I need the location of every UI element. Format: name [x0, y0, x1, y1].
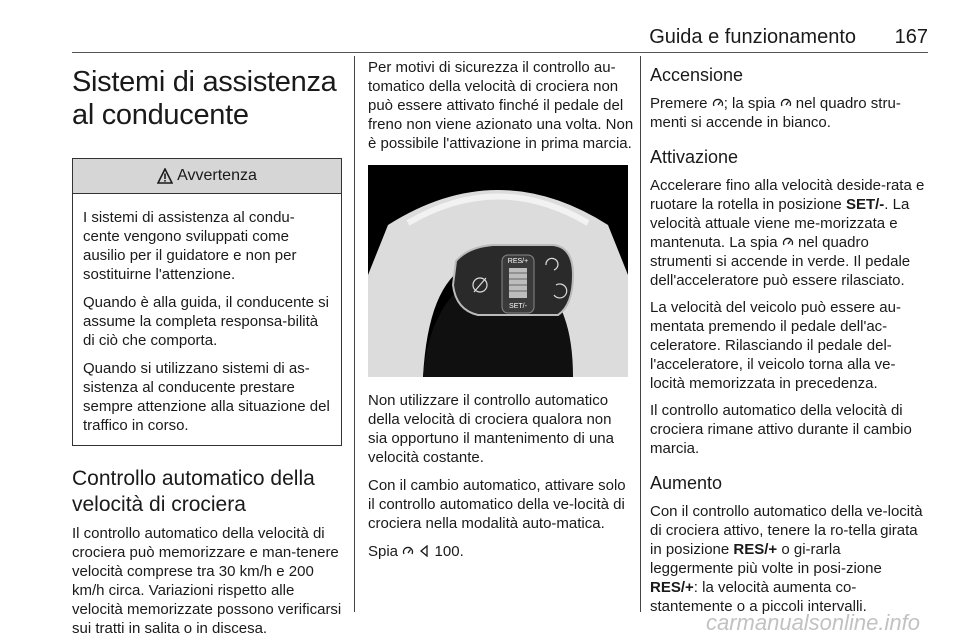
body-paragraph: Non utilizzare il controllo automatico della velocità di crociera qualora non sia opportuno il mantenimento di una velocità costante. [368, 392, 614, 466]
page-number: 167 [894, 26, 928, 48]
column-divider [640, 56, 641, 612]
body-paragraph: Per motivi di sicurezza il controllo au-tomatico della velocità di crociera non può essere attivato finché il pedale del freno non viene azionato una volta. Non è possibile l'attivazione in prima marcia. [368, 59, 634, 152]
page-reference[interactable]: 100. [434, 543, 464, 560]
page-header [72, 24, 928, 54]
body-paragraph [650, 502, 926, 616]
warning-label: Avvertenza [177, 167, 257, 184]
warning-body [73, 194, 341, 445]
cruise-control-icon [780, 97, 792, 109]
heading-attivazione: Attivazione [650, 147, 739, 167]
page-title: Sistemi di assistenza al conducente [72, 66, 337, 131]
text-fragment: nel quadro stru-menti si accende in bianco. [650, 95, 901, 131]
body-paragraph [650, 176, 926, 290]
cruise-control-icon [402, 545, 414, 557]
column-divider [354, 56, 355, 612]
text-fragment: ; la spia [723, 95, 776, 112]
text-fragment: Accelerare fino alla velocità deside-rata e ruotare la rotella in posizione [650, 177, 925, 213]
heading-accensione: Accensione [650, 65, 744, 85]
watermark: carmanualsonline.info [705, 610, 920, 635]
reference-arrow-icon [418, 545, 430, 557]
spia-label: Spia [368, 543, 399, 560]
reference-line [368, 542, 634, 561]
text-fragment: : la velocità aumenta co-stantemente o a piccoli intervalli. [650, 579, 867, 615]
warning-triangle-icon [157, 168, 173, 184]
warning-paragraph: Quando è alla guida, il conducente si assume la completa responsa-bilità di ciò che comporta. [83, 294, 330, 349]
cruise-control-icon [712, 97, 724, 109]
column-1 [72, 56, 342, 638]
warning-paragraph: I sistemi di assistenza al condu-cente vengono sviluppati come ausilio per il guidatore e non per sostituirne l'attenzione. [83, 209, 297, 283]
text-fragment: nel quadro strumenti si accende in verde. Il pedale dell'acceleratore può essere rilasciato. [650, 234, 911, 289]
res-key-label: RES/+ [650, 579, 694, 596]
text-fragment: Con il controllo automatico della ve-locità di crociera attivo, tenere la ro-tella girata in posizione [650, 503, 923, 558]
heading-aumento: Aumento [650, 473, 723, 493]
text-fragment: . La velocità attuale viene me-morizzata e mantenuta. La spia [650, 196, 910, 251]
res-label: RES/+ [507, 258, 529, 265]
column-2 [368, 56, 634, 561]
cruise-control-icon [782, 236, 794, 248]
res-key-label: RES/+ [733, 541, 778, 558]
header-rule [72, 52, 928, 53]
body-paragraph: Con il cambio automatico, attivare solo il controllo automatico della ve-locità di crociera nella modalità auto-matica. [368, 477, 626, 532]
warning-header [73, 159, 341, 194]
set-label: SET/- [509, 303, 527, 310]
set-key-label: SET/- [845, 196, 885, 213]
body-paragraph: Il controllo automatico della velocità di crociera rimane attivo durante il cambio marcia. [650, 402, 912, 457]
section-heading: Controllo automatico della velocità di crociera [72, 467, 315, 516]
steering-wheel-image [368, 165, 628, 377]
warning-box [72, 158, 342, 446]
text-fragment: o gi-rarla leggermente più volte in posi-zione [650, 541, 882, 577]
warning-paragraph: Quando si utilizzano sistemi di as-sistenza al conducente prestare sempre attenzione alla situazione del traffico in corso. [83, 360, 330, 434]
body-paragraph: La velocità del veicolo può essere au-mentata premendo il pedale dell'ac-celeratore. Rilasciando il pedale del-l'acceleratore, il veicolo torna alla ve-locità memorizzata in precedenza. [650, 299, 901, 392]
column-3 [650, 56, 926, 616]
body-paragraph: Il controllo automatico della velocità di crociera può memorizzare e man-tenere velocità comprese tra 30 km/h e 200 km/h circa. Variazioni rispetto alle velocità memorizzate possono verificarsi sui tratti in salita o in discesa. [72, 525, 342, 637]
section-title: Guida e funzionamento [649, 26, 856, 48]
text-fragment: Premere [650, 95, 708, 112]
body-paragraph [650, 94, 926, 132]
